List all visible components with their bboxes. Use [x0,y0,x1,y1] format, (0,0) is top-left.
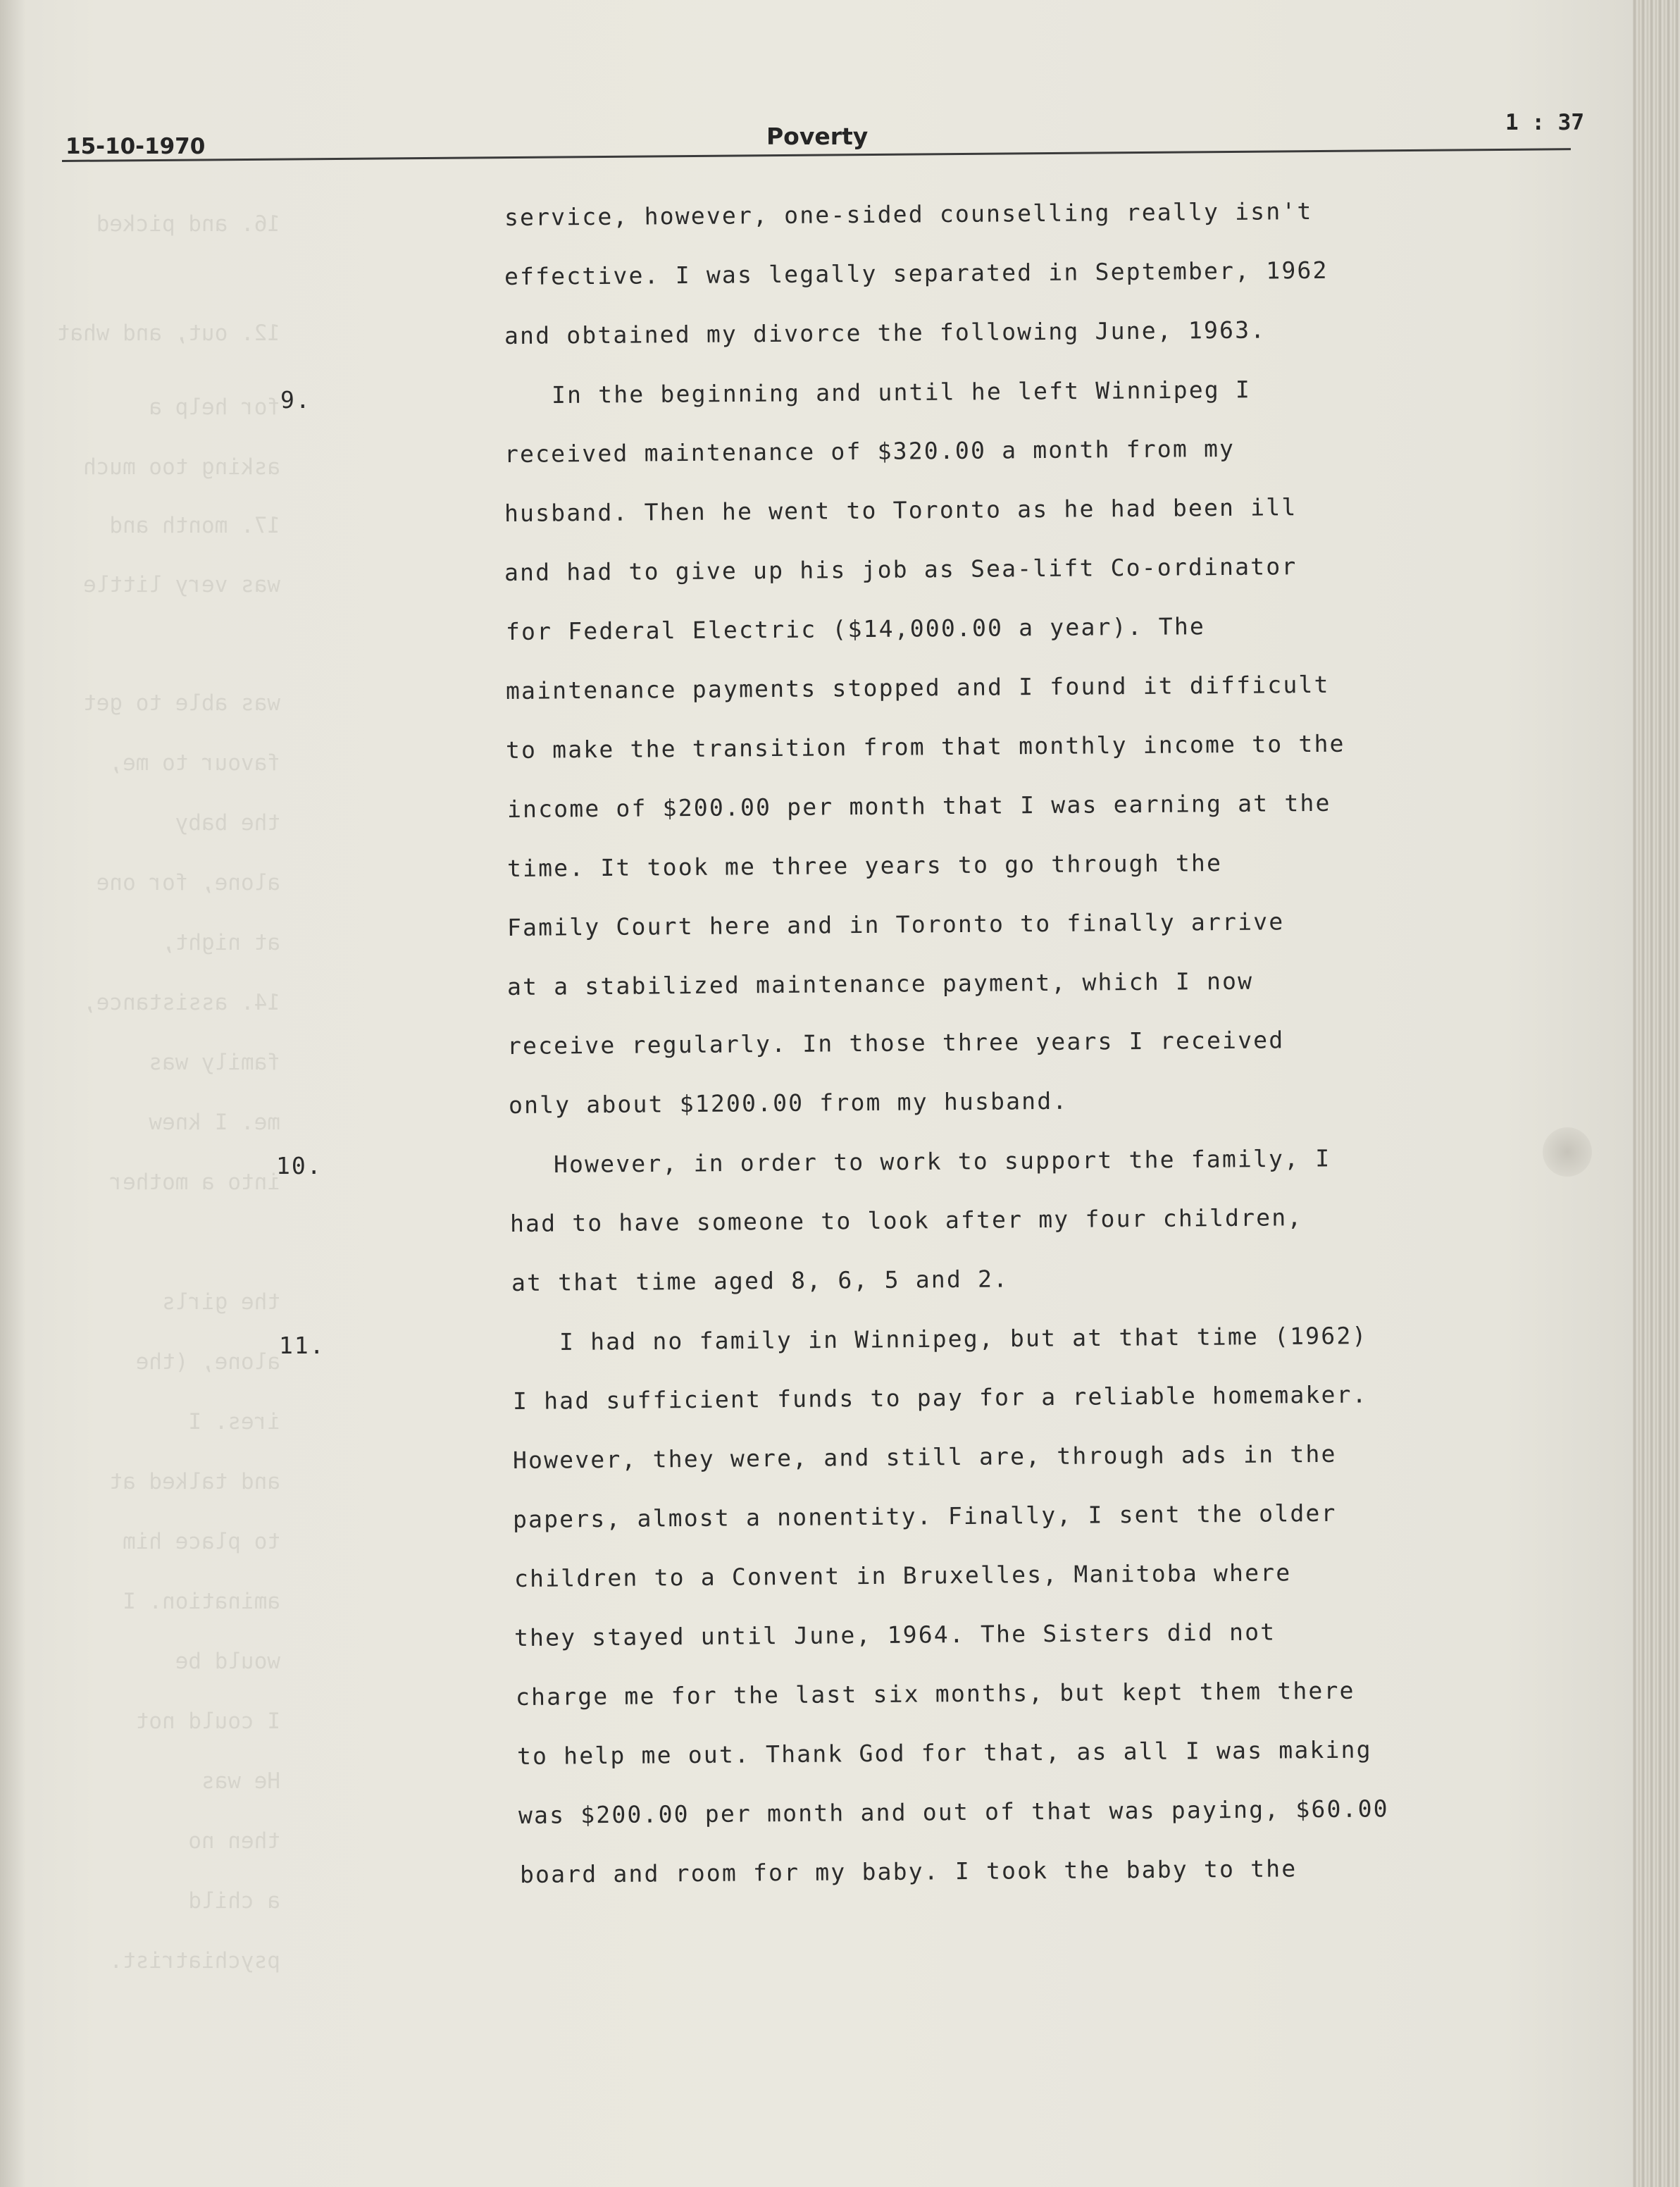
text-line: and had to give up his job as Sea-lift Co-ordinator [504,552,1298,586]
text-line: and obtained my divorce the following June, 1963. [504,316,1267,349]
text-line: effective. I was legally separated in September, 1962 [504,256,1329,290]
text-line: to help me out. Thank God for that, as all I was making [516,1735,1372,1770]
text-line: service, however, one-sided counselling really isn't [504,197,1313,231]
text-line: maintenance payments stopped and I found it difficult [505,670,1330,705]
text-line: was $200.00 per month and out of that was paying, $60.00 [518,1795,1389,1829]
paragraph-number: 11. [279,1332,325,1359]
text-line: However, they were, and still are, through ads in the [512,1439,1337,1474]
text-line: they stayed until June, 1964. The Sisters did not [514,1618,1276,1652]
text-line: at that time aged 8, 6, 5 and 2. [511,1265,1009,1296]
book-page-edges [1633,0,1680,2187]
text-line: However, in order to work to support the family, I [553,1144,1331,1178]
bleed-through-text: 16. and picked 12. out, and what for help a asking too much 17. month and was very little was able to get favour to me, the baby alone, for one at night, 14. assistance, family was me. I knew into a mother the girls alone, (the ires. I and talked at to place him amination. I would be I could not He was then no a child psychiatrist. [56,211,280,1974]
text-line: receive regularly. In those three years I received [506,1026,1285,1060]
text-line: husband. Then he went to Toronto as he had been ill [504,493,1298,527]
text-line: had to have someone to look after my four children, [509,1203,1303,1237]
text-line: income of $200.00 per month that I was earning at the [506,788,1331,823]
text-line: to make the transition from that monthly income to the [505,729,1345,764]
text-line: In the beginning and until he left Winnipeg I [551,376,1252,409]
text-line: at a stabilized maintenance payment, which I now [506,967,1254,1000]
text-line: charge me for the last six months, but kept them there [515,1676,1355,1711]
text-line: board and room for my baby. I took the baby to the [519,1854,1298,1888]
text-line: received maintenance of $320.00 a month from my [504,434,1236,468]
text-line: papers, almost a nonentity. Finally, I sent the older [512,1499,1337,1533]
text-line: Family Court here and in Toronto to finally arrive [506,907,1285,941]
header-page-number: 1 : 37 [1505,110,1584,135]
text-line: time. It took me three years to go through the [506,849,1223,882]
paragraph-number: 9. [280,386,311,414]
header-title: Poverty [766,123,869,150]
text-line: I had sufficient funds to pay for a reliable homemaker. [512,1380,1368,1415]
paper-smudge [1543,1127,1592,1177]
text-line: children to a Convent in Bruxelles, Manitoba where [514,1559,1292,1592]
text-line: only about $1200.00 from my husband. [508,1086,1069,1119]
header-date: 15-10-1970 [66,134,206,159]
text-line: I had no family in Winnipeg, but at that time (1962) [559,1321,1368,1356]
text-line: for Federal Electric ($14,000.00 a year). The [505,612,1206,645]
paragraph-number: 10. [276,1152,323,1179]
